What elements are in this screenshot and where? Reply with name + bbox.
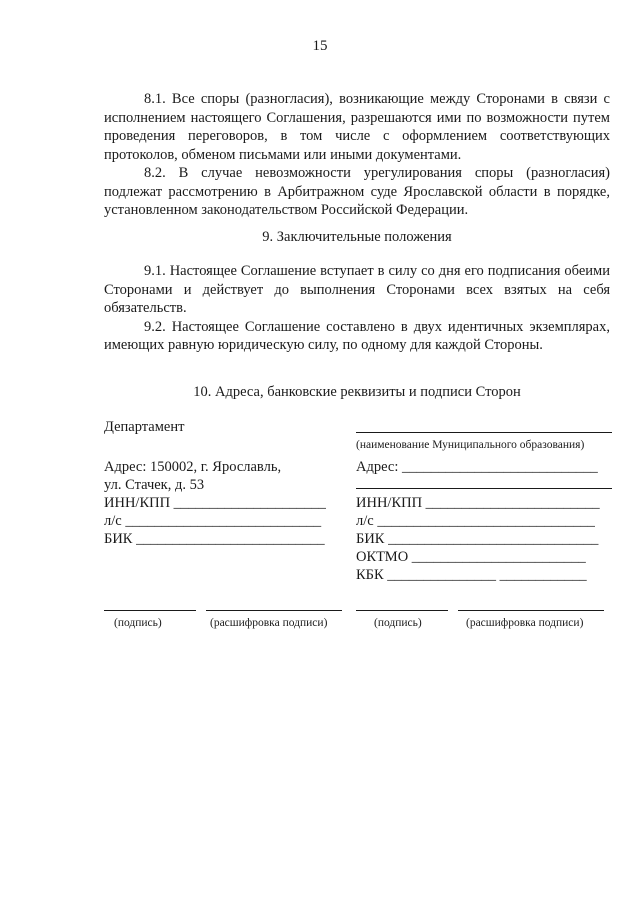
left-bik: БИК __________________________ [104,531,325,547]
left-inn-kpp: ИНН/КПП _____________________ [104,495,326,511]
right-decoding-line [458,610,604,611]
left-signature-caption: (подпись) [114,617,162,629]
left-signature-line [104,610,196,611]
paragraph-8-2: 8.2. В случае невозможности урегулирования споры (разногласия) подлежат рассмотрению в Арбитражном суде Ярославской области в порядке, установленном законодательством Российской Федерации. [104,165,610,218]
left-address-line-2: ул. Стачек, д. 53 [104,477,205,493]
right-kbk: КБК _______________ ____________ [356,567,587,583]
right-account: л/с ______________________________ [356,513,595,529]
paragraph-8-1: 8.1. Все споры (разногласия), возникающие между Сторонами в связи с исполнением настоящего Соглашения, разрешаются ими по возможности путем проведения переговоров, в том числе с оформлением соответствующих протоколов, обменом письмами или иными документами. [104,91,610,163]
section-10-title: 10. Адреса, банковские реквизиты и подписи Сторон [193,384,521,400]
left-decoding-line [206,610,342,611]
right-name-line [356,432,612,433]
right-bik: БИК _____________________________ [356,531,599,547]
right-signature-caption: (подпись) [374,617,422,629]
right-decoding-caption: (расшифровка подписи) [466,617,584,629]
section-8 [104,90,610,220]
right-signature-line [356,610,448,611]
right-name-caption: (наименование Муниципального образования) [356,439,585,451]
section-9 [104,262,610,355]
page-number: 15 [312,38,328,54]
section-9-title: 9. Заключительные положения [262,229,452,245]
left-party-name: Департамент [104,419,185,435]
left-decoding-caption: (расшифровка подписи) [210,617,328,629]
left-address-line-1: Адрес: 150002, г. Ярославль, [104,459,282,475]
left-account: л/с ___________________________ [104,513,322,529]
paragraph-9-2: 9.2. Настоящее Соглашение составлено в двух идентичных экземплярах, имеющих равную юридическую силу, по одному для каждой Стороны. [104,318,610,353]
right-inn-kpp: ИНН/КПП ________________________ [356,495,600,511]
paragraph-9-1: 9.1. Настоящее Соглашение вступает в силу со дня его подписания обеими Сторонами и действует до выполнения Сторонами всех взятых на себя обязательств. [104,263,610,316]
right-oktmo: ОКТМО ________________________ [356,549,586,565]
right-address: Адрес: ___________________________ [356,459,598,475]
right-address-line-2 [356,488,612,489]
